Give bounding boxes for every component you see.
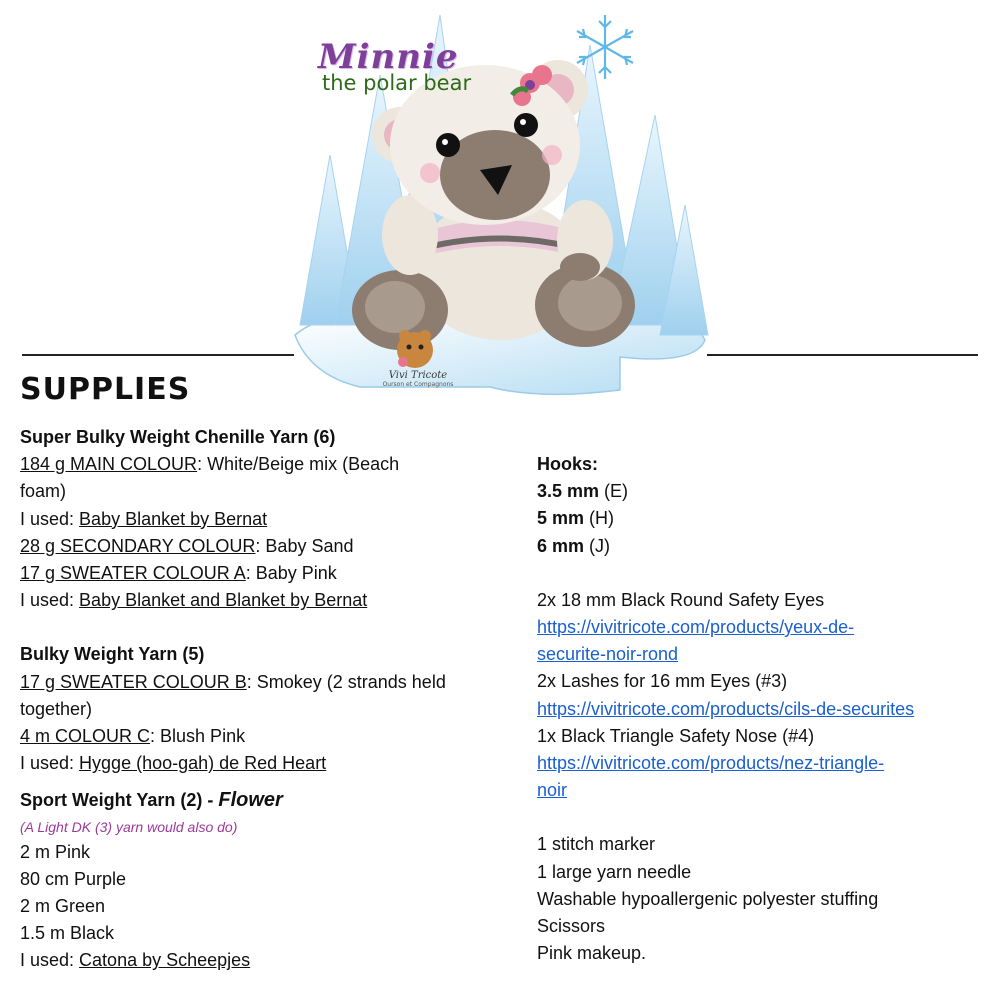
hook-size: 5 mm xyxy=(537,508,585,529)
sweater-b-amount: 17 g SWEATER COLOUR B xyxy=(20,671,247,692)
colour-c-line xyxy=(20,723,510,750)
sport-title-emphasis: Flower xyxy=(218,789,283,812)
yarn-column xyxy=(20,424,510,975)
hook-item xyxy=(537,505,997,532)
list-item: 80 cm Purple xyxy=(20,868,127,889)
used-prefix: I used: xyxy=(20,950,80,971)
nose-link[interactable]: noir xyxy=(537,780,568,801)
list-item: Pink makeup. xyxy=(537,943,647,964)
secondary-colour-amount: 28 g SECONDARY COLOUR xyxy=(20,535,256,556)
tools-column xyxy=(537,451,997,967)
brand-block xyxy=(378,370,458,388)
list-item: Scissors xyxy=(537,916,606,937)
hook-letter: (H) xyxy=(584,508,615,529)
brand-name: Vivi Tricote xyxy=(388,370,448,381)
cover-subtitle: the polar bear xyxy=(322,71,472,95)
used-prefix: I used: xyxy=(20,590,80,611)
yarn-brand-link[interactable]: Baby Blanket by Bernat xyxy=(79,508,268,529)
nose-item: 1x Black Triangle Safety Nose (#4) xyxy=(537,725,815,746)
brand-tagline: Ourson et Compagnons xyxy=(382,381,454,388)
sweater-a-line xyxy=(20,560,510,587)
secondary-colour-line xyxy=(20,533,510,560)
list-item: 1.5 m Black xyxy=(20,923,115,944)
list-item: 1 large yarn needle xyxy=(537,861,692,882)
section-heading: SUPPLIES xyxy=(20,372,191,407)
sport-note: (A Light DK (3) yarn would also do) xyxy=(20,818,238,835)
list-item: 2 m Pink xyxy=(20,841,91,862)
chenille-title: Super Bulky Weight Chenille Yarn (6) xyxy=(20,427,336,447)
yarn-brand-link[interactable]: Catona by Scheepjes xyxy=(79,950,251,971)
divider-left xyxy=(22,354,294,356)
hook-item xyxy=(537,478,997,505)
yarn-brand-link[interactable]: Hygge (hoo-gah) de Red Heart xyxy=(79,753,327,774)
hook-letter: (J) xyxy=(584,535,611,556)
eyes-item: 2x 18 mm Black Round Safety Eyes xyxy=(537,589,825,610)
eyes-link[interactable]: securite-noir-rond xyxy=(537,644,679,665)
used-line xyxy=(20,587,510,614)
list-item: Washable hypoallergenic polyester stuffing xyxy=(537,888,879,909)
used-line xyxy=(20,506,510,533)
sweater-a-amount: 17 g SWEATER COLOUR A xyxy=(20,563,246,584)
used-prefix: I used: xyxy=(20,508,80,529)
used-prefix: I used: xyxy=(20,753,80,774)
sport-title xyxy=(20,787,510,814)
nose-link[interactable]: https://vivitricote.com/products/nez-triangle- xyxy=(537,753,885,774)
main-colour-text: : White/Beige mix (Beach xyxy=(197,454,400,475)
list-item: 1 stitch marker xyxy=(537,834,656,855)
snowflake-icon xyxy=(577,15,633,79)
sweater-b-text-cont: together) xyxy=(20,698,93,719)
eyes-link[interactable]: https://vivitricote.com/products/yeux-de- xyxy=(537,617,855,638)
main-colour-line xyxy=(20,451,510,478)
sport-title-text: Sport Weight Yarn (2) - xyxy=(20,790,219,811)
hook-size: 6 mm xyxy=(537,535,585,556)
cover-illustration xyxy=(290,5,710,400)
hooks-title: Hooks: xyxy=(537,454,599,474)
list-item: 2 m Green xyxy=(20,896,106,917)
divider-right xyxy=(707,354,978,356)
bulky-title: Bulky Weight Yarn (5) xyxy=(20,644,205,665)
secondary-colour-text: : Baby Sand xyxy=(255,535,354,556)
yarn-brand-link[interactable]: Baby Blanket and Blanket by Bernat xyxy=(79,590,368,611)
hook-item xyxy=(537,533,997,560)
main-colour-amount: 184 g MAIN COLOUR xyxy=(20,454,198,475)
main-colour-text-cont: foam) xyxy=(20,481,67,502)
colour-c-amount: 4 m COLOUR C xyxy=(20,726,151,747)
lashes-link[interactable]: https://vivitricote.com/products/cils-de-securites xyxy=(537,698,915,719)
lashes-item: 2x Lashes for 16 mm Eyes (#3) xyxy=(537,671,788,692)
used-line xyxy=(20,750,510,777)
hook-size: 3.5 mm xyxy=(537,481,600,502)
colour-c-text: : Blush Pink xyxy=(150,726,246,747)
hook-letter: (E) xyxy=(599,481,629,502)
sweater-b-text: : Smokey (2 strands held xyxy=(246,671,446,692)
brand-logo xyxy=(397,330,433,368)
sweater-b-line xyxy=(20,669,510,696)
used-line xyxy=(20,947,510,974)
cover-title: Minnie xyxy=(318,37,459,77)
sweater-a-text: : Baby Pink xyxy=(245,563,337,584)
